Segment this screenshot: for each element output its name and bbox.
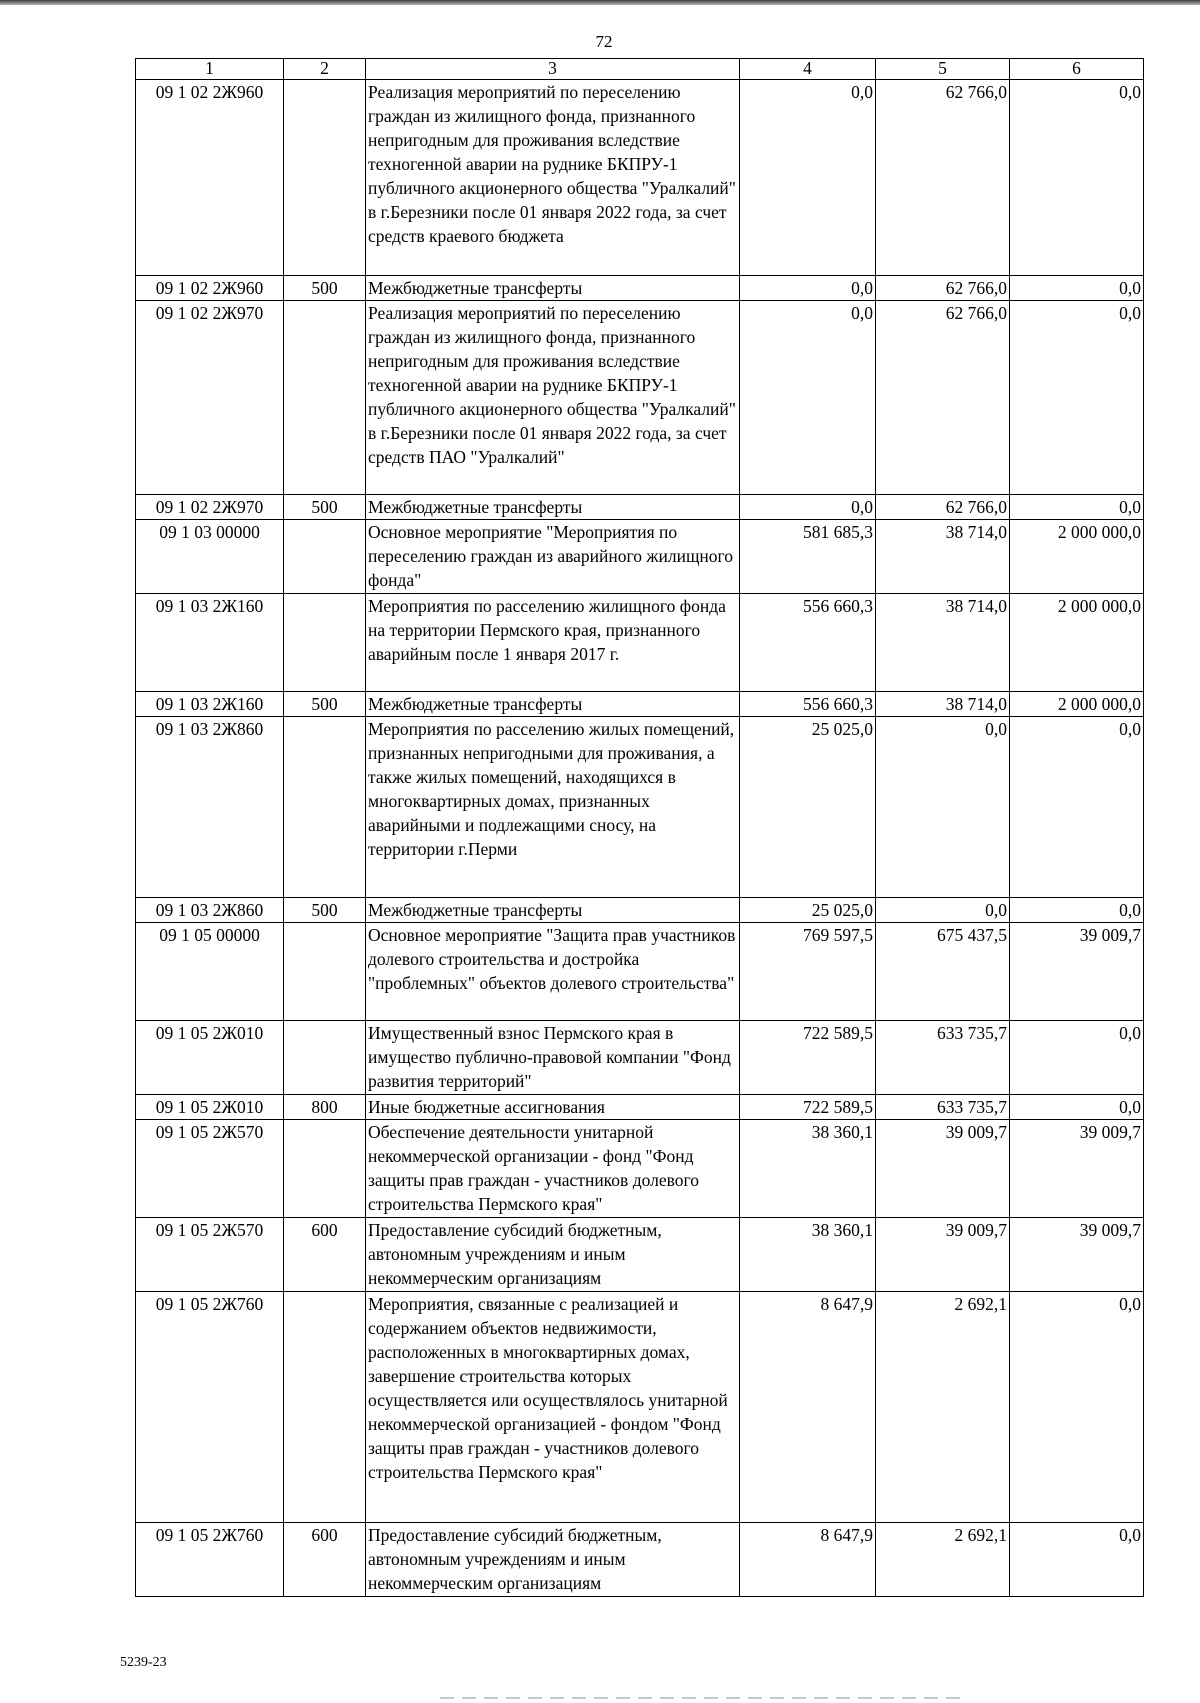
amount-col5-cell: 62 766,0: [876, 495, 1010, 520]
expense-type-cell: 500: [284, 692, 366, 717]
page-number: 72: [595, 32, 613, 51]
table-row: [136, 301, 1144, 495]
amount-col4-cell: 38 360,1: [740, 1120, 876, 1218]
amount-col6-cell: 2 000 000,0: [1010, 692, 1144, 717]
column-header: 2: [284, 59, 366, 80]
budget-code-cell: 09 1 05 2Ж760: [136, 1292, 284, 1523]
budget-code-cell: 09 1 03 2Ж860: [136, 717, 284, 898]
amount-col5-cell: 38 714,0: [876, 520, 1010, 594]
item-name-cell: Мероприятия по расселению жилых помещений, признанных непригодными для проживания, а также жилых помещений, находящихся в многоквартирных домах, признанных аварийными и подлежащими сносу, на территории г.Перми: [366, 717, 740, 898]
amount-col6-cell: 0,0: [1010, 1095, 1144, 1120]
expense-type-cell: 600: [284, 1523, 366, 1597]
amount-col5-cell: 39 009,7: [876, 1218, 1010, 1292]
item-name-cell: Предоставление субсидий бюджетным, автономным учреждениям и иным некоммерческим организациям: [366, 1218, 740, 1292]
table-row: [136, 898, 1144, 923]
amount-col4-cell: 581 685,3: [740, 520, 876, 594]
amount-col4-cell: 8 647,9: [740, 1523, 876, 1597]
amount-col6-cell: 39 009,7: [1010, 923, 1144, 1021]
table-row: [136, 692, 1144, 717]
amount-col4-cell: 25 025,0: [740, 898, 876, 923]
amount-col4-cell: 8 647,9: [740, 1292, 876, 1523]
expense-type-cell: 500: [284, 898, 366, 923]
column-header: 5: [876, 59, 1010, 80]
item-name-cell: Мероприятия, связанные с реализацией и содержанием объектов недвижимости, расположенных в многоквартирных домах, завершение строительства которых осуществляется или осуществлялось унитарной некоммерческой организацией - фондом "Фонд защиты прав граждан - участников долевого строительства Пермского края": [366, 1292, 740, 1523]
budget-code-cell: 09 1 02 2Ж970: [136, 495, 284, 520]
expense-type-cell: 800: [284, 1095, 366, 1120]
column-header: 1: [136, 59, 284, 80]
expense-type-cell: [284, 520, 366, 594]
amount-col5-cell: 62 766,0: [876, 80, 1010, 276]
expense-type-cell: 500: [284, 276, 366, 301]
amount-col6-cell: 0,0: [1010, 301, 1144, 495]
item-name-cell: Предоставление субсидий бюджетным, автономным учреждениям и иным некоммерческим организациям: [366, 1523, 740, 1597]
table-header-row: [136, 59, 1144, 80]
amount-col6-cell: 39 009,7: [1010, 1218, 1144, 1292]
item-name-cell: Межбюджетные трансферты: [366, 276, 740, 301]
amount-col5-cell: 2 692,1: [876, 1292, 1010, 1523]
item-name-cell: Обеспечение деятельности унитарной некоммерческой организации - фонд "Фонд защиты прав граждан - участников долевого строительства Пермского края": [366, 1120, 740, 1218]
amount-col5-cell: 633 735,7: [876, 1095, 1010, 1120]
amount-col5-cell: 62 766,0: [876, 301, 1010, 495]
amount-col4-cell: 38 360,1: [740, 1218, 876, 1292]
amount-col5-cell: 2 692,1: [876, 1523, 1010, 1597]
amount-col4-cell: 556 660,3: [740, 594, 876, 692]
amount-col4-cell: 722 589,5: [740, 1095, 876, 1120]
amount-col4-cell: 0,0: [740, 495, 876, 520]
amount-col4-cell: 25 025,0: [740, 717, 876, 898]
table-row: [136, 717, 1144, 898]
scan-top-edge: [0, 0, 1200, 5]
budget-code-cell: 09 1 03 00000: [136, 520, 284, 594]
column-header: 6: [1010, 59, 1144, 80]
amount-col5-cell: 0,0: [876, 717, 1010, 898]
amount-col6-cell: 0,0: [1010, 1523, 1144, 1597]
table-row: [136, 1095, 1144, 1120]
amount-col6-cell: 39 009,7: [1010, 1120, 1144, 1218]
expense-type-cell: [284, 717, 366, 898]
item-name-cell: Иные бюджетные ассигнования: [366, 1095, 740, 1120]
expense-type-cell: [284, 80, 366, 276]
expense-type-cell: 500: [284, 495, 366, 520]
amount-col6-cell: 0,0: [1010, 495, 1144, 520]
amount-col4-cell: 722 589,5: [740, 1021, 876, 1095]
table-row: [136, 1292, 1144, 1523]
table-row: [136, 1218, 1144, 1292]
expense-type-cell: [284, 1021, 366, 1095]
budget-code-cell: 09 1 05 2Ж760: [136, 1523, 284, 1597]
item-name-cell: Межбюджетные трансферты: [366, 692, 740, 717]
budget-code-cell: 09 1 02 2Ж970: [136, 301, 284, 495]
item-name-cell: Реализация мероприятий по переселению граждан из жилищного фонда, признанного непригодным для проживания вследствие техногенной аварии на руднике БКПРУ-1 публичного акционерного общества "Уралкалий" в г.Березники после 01 января 2022 года, за счет средств краевого бюджета: [366, 80, 740, 276]
item-name-cell: Межбюджетные трансферты: [366, 898, 740, 923]
item-name-cell: Имущественный взнос Пермского края в имущество публично-правовой компании "Фонд развития территорий": [366, 1021, 740, 1095]
amount-col5-cell: 62 766,0: [876, 276, 1010, 301]
budget-table: [135, 58, 1144, 1597]
expense-type-cell: [284, 301, 366, 495]
amount-col4-cell: 769 597,5: [740, 923, 876, 1021]
expense-type-cell: 600: [284, 1218, 366, 1292]
column-header: 3: [366, 59, 740, 80]
item-name-cell: Межбюджетные трансферты: [366, 495, 740, 520]
budget-code-cell: 09 1 05 2Ж010: [136, 1095, 284, 1120]
table-row: [136, 594, 1144, 692]
item-name-cell: Реализация мероприятий по переселению граждан из жилищного фонда, признанного непригодным для проживания вследствие техногенной аварии на руднике БКПРУ-1 публичного акционерного общества "Уралкалий" в г.Березники после 01 января 2022 года, за счет средств ПАО "Уралкалий": [366, 301, 740, 495]
table-row: [136, 520, 1144, 594]
amount-col5-cell: 0,0: [876, 898, 1010, 923]
scan-bottom-edge: [440, 1697, 960, 1699]
amount-col6-cell: 0,0: [1010, 1021, 1144, 1095]
budget-code-cell: 09 1 02 2Ж960: [136, 80, 284, 276]
amount-col6-cell: 0,0: [1010, 276, 1144, 301]
item-name-cell: Основное мероприятие "Мероприятия по переселению граждан из аварийного жилищного фонда": [366, 520, 740, 594]
budget-code-cell: 09 1 02 2Ж960: [136, 276, 284, 301]
amount-col6-cell: 2 000 000,0: [1010, 594, 1144, 692]
amount-col6-cell: 0,0: [1010, 898, 1144, 923]
expense-type-cell: [284, 1292, 366, 1523]
amount-col4-cell: 0,0: [740, 301, 876, 495]
amount-col4-cell: 0,0: [740, 276, 876, 301]
table-row: [136, 495, 1144, 520]
budget-code-cell: 09 1 03 2Ж860: [136, 898, 284, 923]
budget-code-cell: 09 1 03 2Ж160: [136, 594, 284, 692]
amount-col6-cell: 0,0: [1010, 717, 1144, 898]
document-code: 5239-23: [120, 1655, 167, 1670]
budget-code-cell: 09 1 03 2Ж160: [136, 692, 284, 717]
amount-col5-cell: 675 437,5: [876, 923, 1010, 1021]
table-row: [136, 1523, 1144, 1597]
expense-type-cell: [284, 594, 366, 692]
amount-col4-cell: 0,0: [740, 80, 876, 276]
table-row: [136, 1120, 1144, 1218]
amount-col5-cell: 38 714,0: [876, 692, 1010, 717]
item-name-cell: Основное мероприятие "Защита прав участников долевого строительства и достройка "проблемных" объектов долевого строительства": [366, 923, 740, 1021]
budget-code-cell: 09 1 05 2Ж570: [136, 1120, 284, 1218]
amount-col5-cell: 633 735,7: [876, 1021, 1010, 1095]
amount-col4-cell: 556 660,3: [740, 692, 876, 717]
table-row: [136, 276, 1144, 301]
expense-type-cell: [284, 923, 366, 1021]
table-row: [136, 1021, 1144, 1095]
table-row: [136, 923, 1144, 1021]
table-row: [136, 80, 1144, 276]
column-header: 4: [740, 59, 876, 80]
amount-col6-cell: 0,0: [1010, 1292, 1144, 1523]
expense-type-cell: [284, 1120, 366, 1218]
amount-col6-cell: 2 000 000,0: [1010, 520, 1144, 594]
budget-code-cell: 09 1 05 2Ж570: [136, 1218, 284, 1292]
amount-col5-cell: 39 009,7: [876, 1120, 1010, 1218]
amount-col5-cell: 38 714,0: [876, 594, 1010, 692]
budget-code-cell: 09 1 05 00000: [136, 923, 284, 1021]
amount-col6-cell: 0,0: [1010, 80, 1144, 276]
budget-code-cell: 09 1 05 2Ж010: [136, 1021, 284, 1095]
item-name-cell: Мероприятия по расселению жилищного фонда на территории Пермского края, признанного аварийным после 1 января 2017 г.: [366, 594, 740, 692]
